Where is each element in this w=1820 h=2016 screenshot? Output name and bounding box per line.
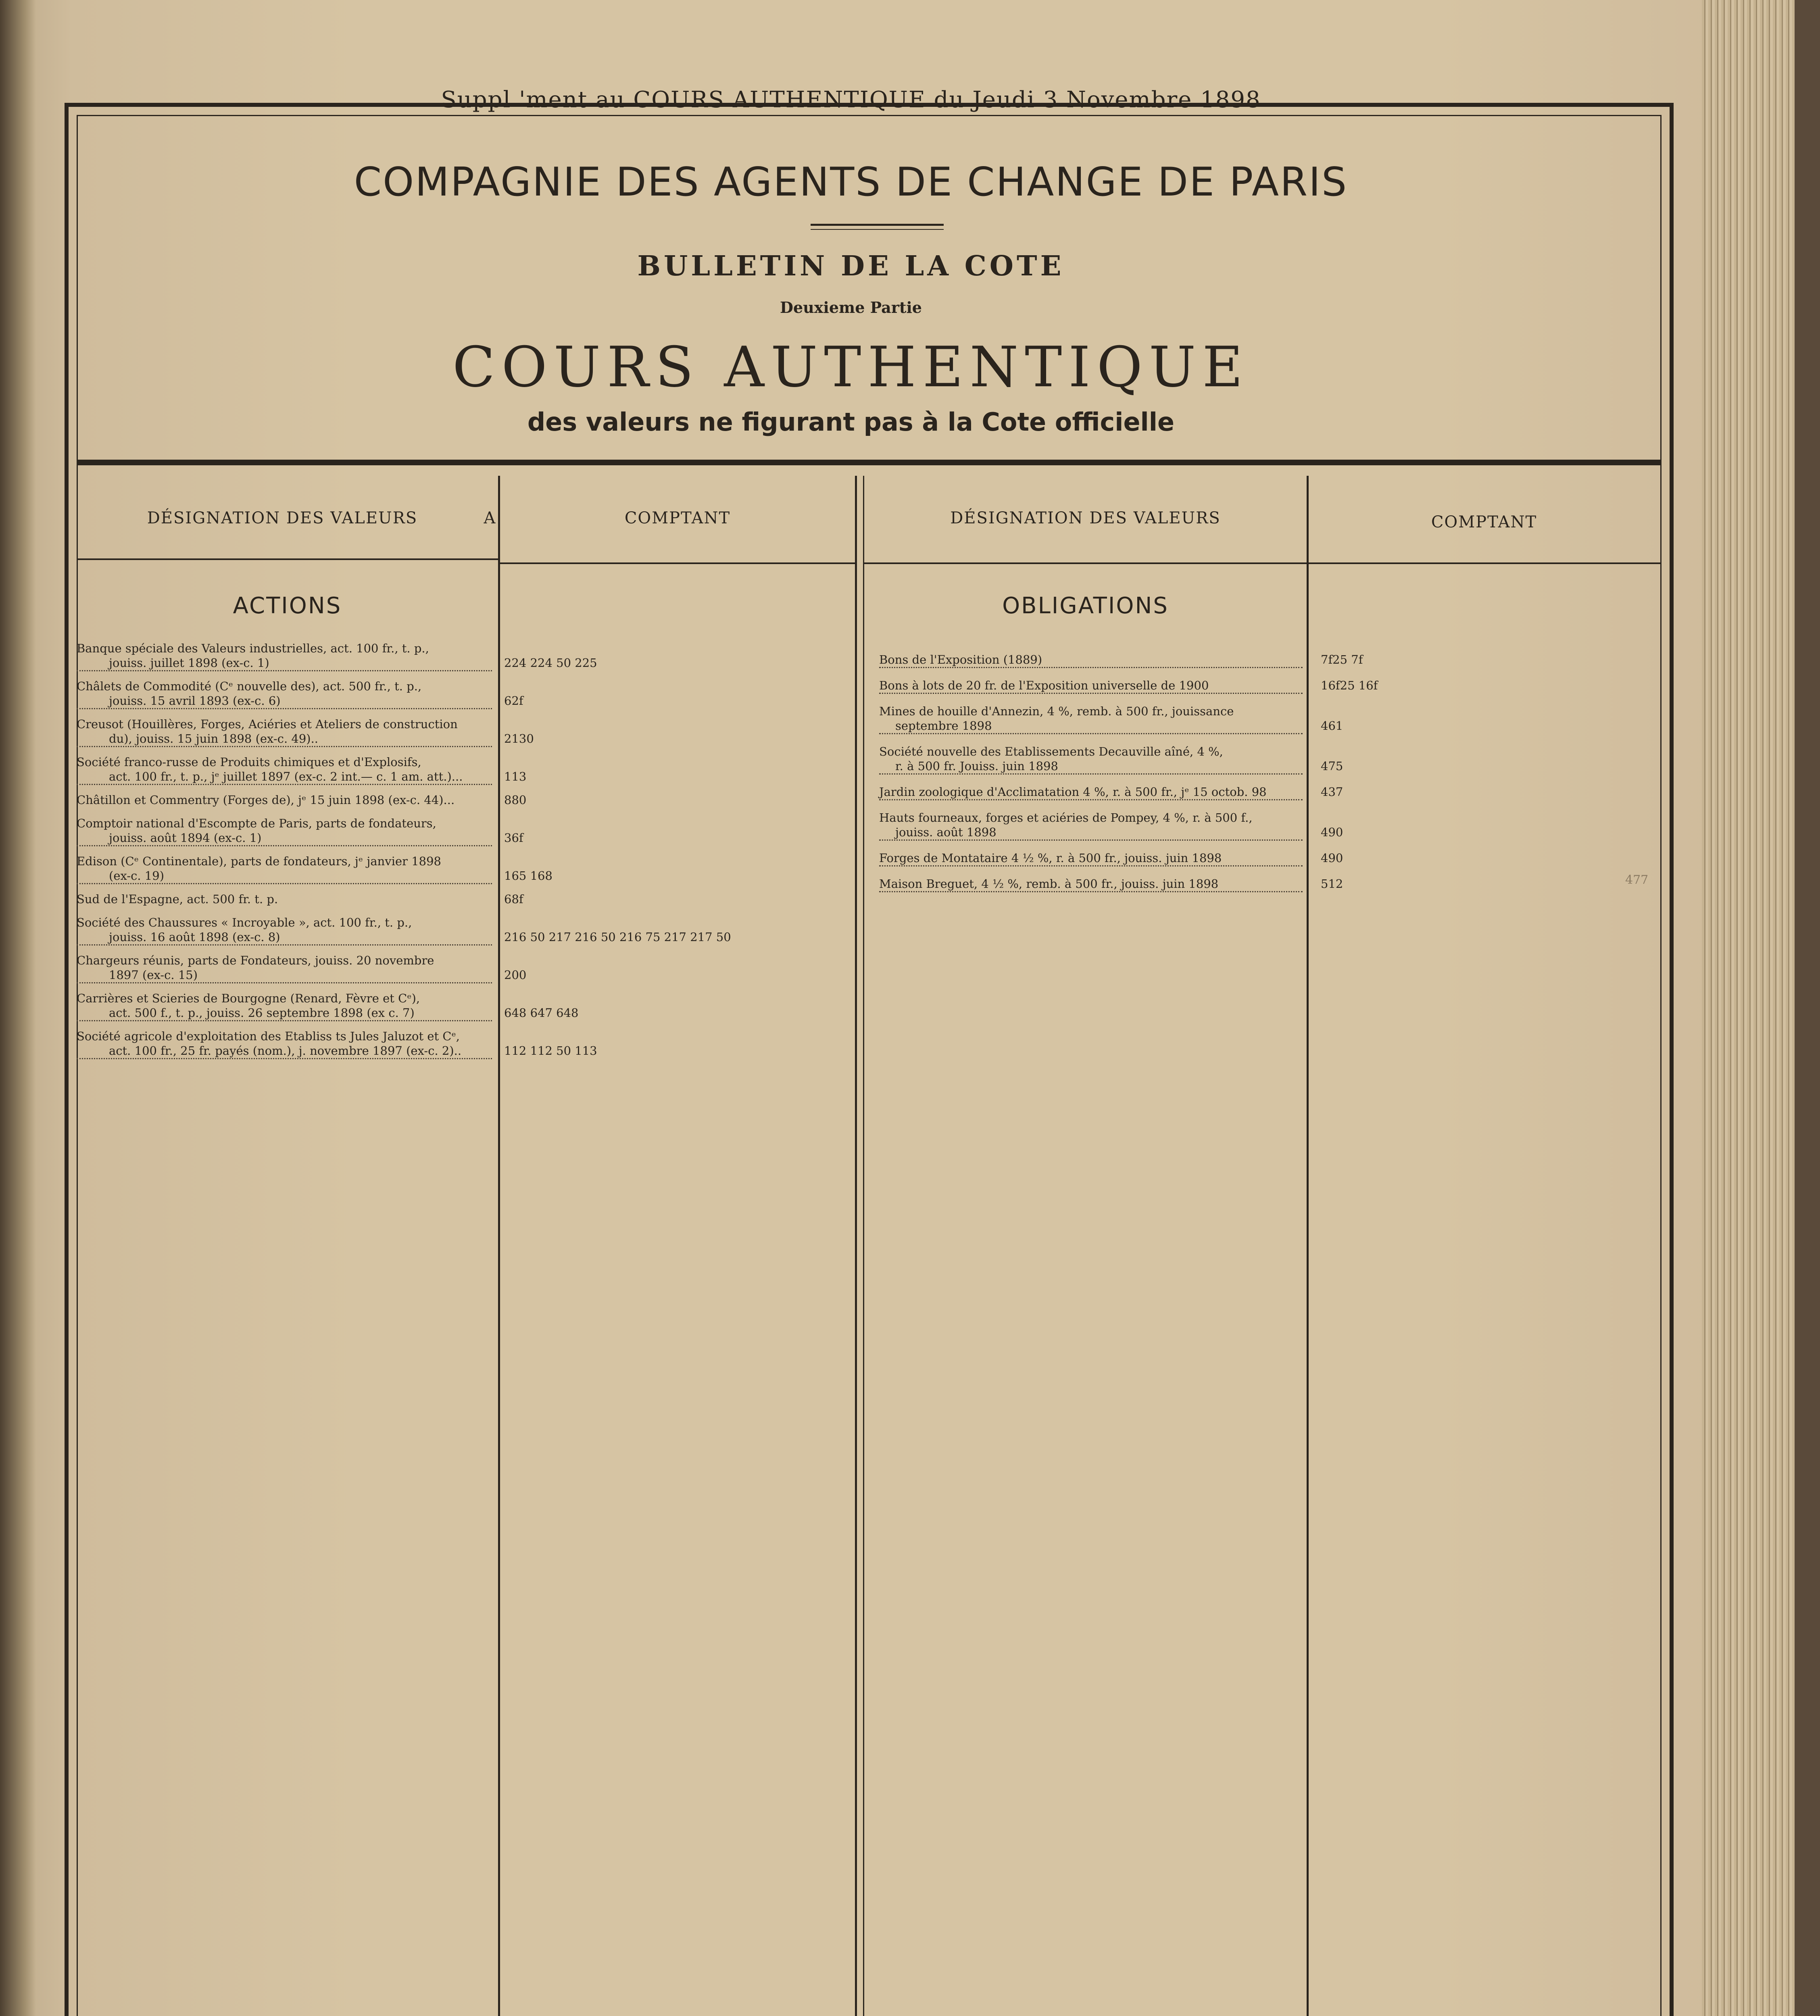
cours-authentique-title: COURS AUTHENTIQUE <box>452 335 1249 400</box>
row-line-1: Sud de l'Espagne, act. 500 fr. t. p. <box>77 892 278 906</box>
row-value: 113 <box>504 770 527 783</box>
row-designation <box>77 915 492 946</box>
row-value: 200 <box>504 968 527 982</box>
row-value: 62f <box>504 694 523 708</box>
table-row <box>879 678 1645 694</box>
table-row <box>879 704 1645 735</box>
actions-heading: ACTIONS <box>233 593 342 619</box>
company-title: COMPAGNIE DES AGENTS DE CHANGE DE PARIS <box>354 159 1348 205</box>
row-designation <box>77 953 492 983</box>
row-designation <box>879 851 1303 866</box>
row-line-2: 1897 (ex-c. 15) <box>77 968 492 983</box>
row-value: 880 <box>504 793 527 807</box>
row-designation <box>879 744 1303 775</box>
col-header-comptant-right: COMPTANT <box>1431 513 1537 531</box>
row-designation <box>879 810 1303 841</box>
row-line-1: Edison (Cᵉ Continentale), parts de fondateurs, jᵉ janvier 1898 <box>77 854 442 868</box>
table-row <box>77 953 1649 984</box>
margin-note: 477 <box>1625 873 1649 887</box>
row-designation <box>77 991 492 1021</box>
row-value: 490 <box>1321 851 1343 865</box>
row-line-1: Maison Breguet, 4 ½ %, remb. à 500 fr., jouiss. juin 1898 <box>879 877 1303 892</box>
row-designation <box>879 652 1303 668</box>
row-designation <box>77 717 492 747</box>
row-designation <box>879 785 1303 800</box>
row-value: 648 647 648 <box>504 1006 579 1020</box>
header-separator <box>77 460 1662 465</box>
table-row <box>879 744 1645 775</box>
table-row <box>77 915 1649 946</box>
row-line-1: Chargeurs réunis, parts de Fondateurs, jouiss. 20 novembre <box>77 954 434 967</box>
row-designation <box>77 892 492 906</box>
table-row <box>879 851 1645 867</box>
col-header-rule-1 <box>77 558 500 560</box>
table-row <box>879 877 1645 893</box>
part-label: Deuxieme Partie <box>780 298 922 317</box>
row-designation <box>77 793 492 807</box>
row-line-2: jouiss. août 1894 (ex-c. 1) <box>77 831 492 846</box>
col-header-rule-3 <box>863 562 1662 564</box>
row-designation <box>77 641 492 671</box>
row-line-1: Mines de houille d'Annezin, 4 %, remb. à 500 fr., jouissance <box>879 704 1234 718</box>
col-header-designation-right: DÉSIGNATION DES VALEURS <box>950 509 1221 527</box>
supplement-line: Suppl 'ment au COURS AUTHENTIQUE du Jeudi 3 Novembre 1898 <box>441 87 1261 113</box>
row-value: 490 <box>1321 825 1343 839</box>
row-line-1: Forges de Montataire 4 ½ %, r. à 500 fr., jouiss. juin 1898 <box>879 851 1303 866</box>
row-line-2: jouiss. 15 avril 1893 (ex-c. 6) <box>77 694 492 709</box>
row-value: 512 <box>1321 877 1343 891</box>
bulletin-title: BULLETIN DE LA COTE <box>637 250 1065 282</box>
row-designation <box>77 816 492 846</box>
row-line-1: Châlets de Commodité (Cᵉ nouvelle des), act. 500 fr., t. p., <box>77 679 422 693</box>
row-line-1: Société des Chaussures « Incroyable », act. 100 fr., t. p., <box>77 916 412 929</box>
row-value: 68f <box>504 892 523 906</box>
row-line-2: act. 100 fr., 25 fr. payés (nom.), j. novembre 1897 (ex-c. 2).. <box>77 1043 492 1059</box>
col-header-a: A <box>484 509 496 527</box>
row-value: 475 <box>1321 759 1343 773</box>
row-line-2: (ex-c. 19) <box>77 868 492 884</box>
row-value: 16f25 16f <box>1321 679 1378 692</box>
row-value: 7f25 7f <box>1321 653 1363 666</box>
row-line-2: jouiss. août 1898 <box>879 825 1303 841</box>
row-line-2: du), jouiss. 15 juin 1898 (ex-c. 49).. <box>77 731 492 747</box>
table-row <box>879 652 1645 669</box>
col-header-designation-left: DÉSIGNATION DES VALEURS <box>147 509 418 527</box>
row-designation <box>879 678 1303 694</box>
page-edges <box>1702 0 1795 2016</box>
row-line-1: Bons de l'Exposition (1889) <box>879 652 1303 668</box>
row-line-2: septembre 1898 <box>879 719 1303 734</box>
row-line-1: Châtillon et Commentry (Forges de), jᵉ 15 juin 1898 (ex-c. 44)... <box>77 793 455 807</box>
row-value: 2130 <box>504 732 534 746</box>
row-designation <box>879 704 1303 734</box>
row-value: 112 112 50 113 <box>504 1044 597 1058</box>
title-rule-thin <box>811 229 944 230</box>
row-line-2: act. 500 f., t. p., jouiss. 26 septembre 1898 (ex c. 7) <box>77 1006 492 1021</box>
row-line-1: Banque spéciale des Valeurs industrielles, act. 100 fr., t. p., <box>77 641 429 655</box>
table-row <box>879 810 1645 841</box>
table-row <box>77 991 1649 1022</box>
row-line-1: Hauts fourneaux, forges et aciéries de Pompey, 4 %, r. à 500 f., <box>879 811 1253 825</box>
row-line-2: act. 100 fr., t. p., jᵉ juillet 1897 (ex-c. 2 int.— c. 1 am. att.)... <box>77 769 492 785</box>
row-line-1: Société franco-russe de Produits chimiques et d'Explosifs, <box>77 755 421 769</box>
row-line-1: Carrières et Scieries de Bourgogne (Renard, Fèvre et Cᵉ), <box>77 991 420 1005</box>
row-line-1: Comptoir national d'Escompte de Paris, parts de fondateurs, <box>77 816 436 830</box>
row-line-2: jouiss. juillet 1898 (ex-c. 1) <box>77 656 492 671</box>
row-designation <box>77 854 492 884</box>
row-line-1: Société nouvelle des Etablissements Decauville aîné, 4 %, <box>879 745 1223 758</box>
row-designation <box>879 877 1303 892</box>
row-line-2: jouiss. 16 août 1898 (ex-c. 8) <box>77 930 492 946</box>
row-value: 437 <box>1321 785 1343 799</box>
subtitle: des valeurs ne figurant pas à la Cote officielle <box>527 407 1175 437</box>
col-header-rule-2 <box>500 562 855 564</box>
row-line-1: Société agricole d'exploitation des Etabliss ts Jules Jaluzot et Cᵉ, <box>77 1029 460 1043</box>
obligations-list <box>879 652 1645 902</box>
row-line-2: r. à 500 fr. Jouiss. juin 1898 <box>879 759 1303 775</box>
obligations-heading: OBLIGATIONS <box>1002 593 1169 619</box>
row-line-1: Jardin zoologique d'Acclimatation 4 %, r. à 500 fr., jᵉ 15 octob. 98 <box>879 785 1303 800</box>
table-row <box>77 1029 1649 1060</box>
title-rule <box>811 224 944 226</box>
row-value: 165 168 <box>504 869 552 883</box>
row-value: 216 50 217 216 50 216 75 217 217 50 <box>504 930 731 944</box>
row-designation <box>77 679 492 709</box>
row-designation <box>77 755 492 785</box>
row-line-1: Creusot (Houillères, Forges, Aciéries et Ateliers de construction <box>77 717 458 731</box>
row-value: 224 224 50 225 <box>504 656 597 670</box>
row-value: 461 <box>1321 719 1343 733</box>
row-value: 36f <box>504 831 523 845</box>
col-header-comptant-left: COMPTANT <box>624 509 731 527</box>
row-designation <box>77 1029 492 1059</box>
row-line-1: Bons à lots de 20 fr. de l'Exposition universelle de 1900 <box>879 678 1303 694</box>
table-row <box>879 785 1645 801</box>
